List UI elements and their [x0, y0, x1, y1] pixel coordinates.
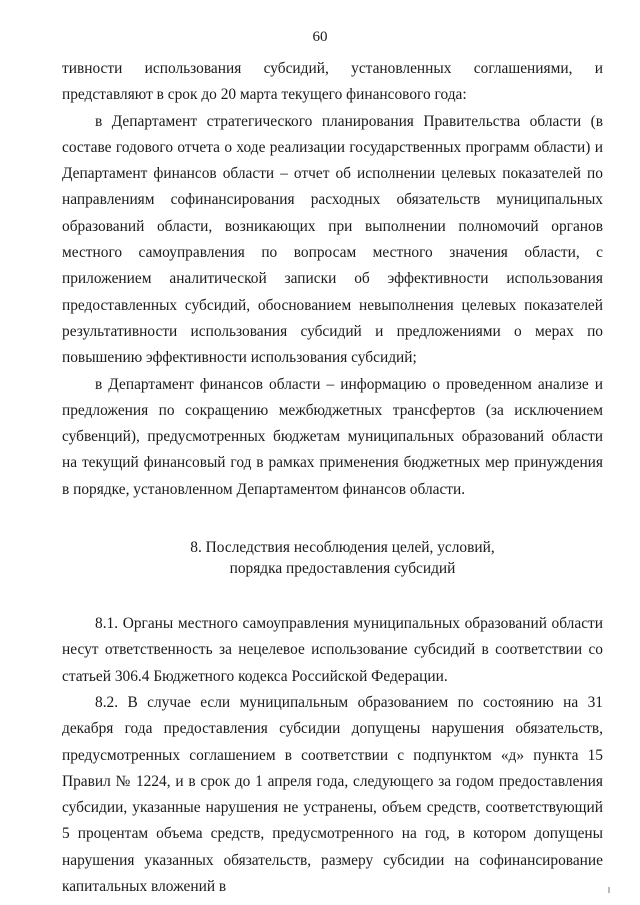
paragraph-strategic-planning-report: в Департамент стратегического планирования Правительства области (в составе годового отчета о ходе реализации государственных программ области) и Департамент финансов области – отчет об исполнении целевых показателей по направлениям софинансирования расходных обязательств муниципальных образований области, возникающих при выполнении полномочий органов местного самоуправления по вопросам местного значения области, с приложением аналитической записки об эффективности использования предоставленных субсидий, обоснованием невыполнения целевых показателей результативности использования субсидий и предложениями о мерах по повышению эффективности использования субсидий; — [62, 112, 603, 367]
page-number: 60 — [312, 29, 328, 45]
paragraph-8-1: 8.1. Органы местного самоуправления муниципальных образований области несут ответственность за нецелевое использование субсидий в соответствии со статьей 306.4 Бюджетного кодекса Российской Федерации. — [62, 615, 603, 685]
paragraph-finance-department-info: в Департамент финансов области – информацию о проведенном анализе и предложения по сокращению межбюджетных трансфертов (за исключением субвенций), предусмотренных бюджетам муниципальных образований области на текущий финансовый год в рамках применения бюджетных мер принуждения в порядке, установленном Департаментом финансов области. — [62, 375, 603, 498]
document-body — [62, 56, 603, 900]
section-8-heading-line-2: порядка предоставления субсидий — [229, 560, 456, 578]
section-8-heading — [62, 537, 603, 579]
paragraph-continuation: тивности использования субсидий, установленных соглашениями, и представляют в срок до 20 марта текущего финансового года: — [62, 60, 603, 104]
paragraph-8-2: 8.2. В случае если муниципальным образованием по состоянию на 31 декабря года предоставления субсидии допущены нарушения обязательств, предусмотренных соглашением в соответствии с подпунктом «д» пункта 15 Правил № 1224, и в срок до 1 апреля года, следующего за годом предоставления субсидии, указанные нарушения не устранены, объем средств, соответствующий 5 процентам объема средств, предусмотренного на год, в котором допущены нарушения указанных обязательств, размеру субсидии на софинансирование капитальных вложений в — [62, 693, 603, 896]
section-8-heading-line-1: 8. Последствия несоблюдения целей, условий, — [190, 539, 495, 557]
scan-artifact-mark — [608, 887, 610, 893]
